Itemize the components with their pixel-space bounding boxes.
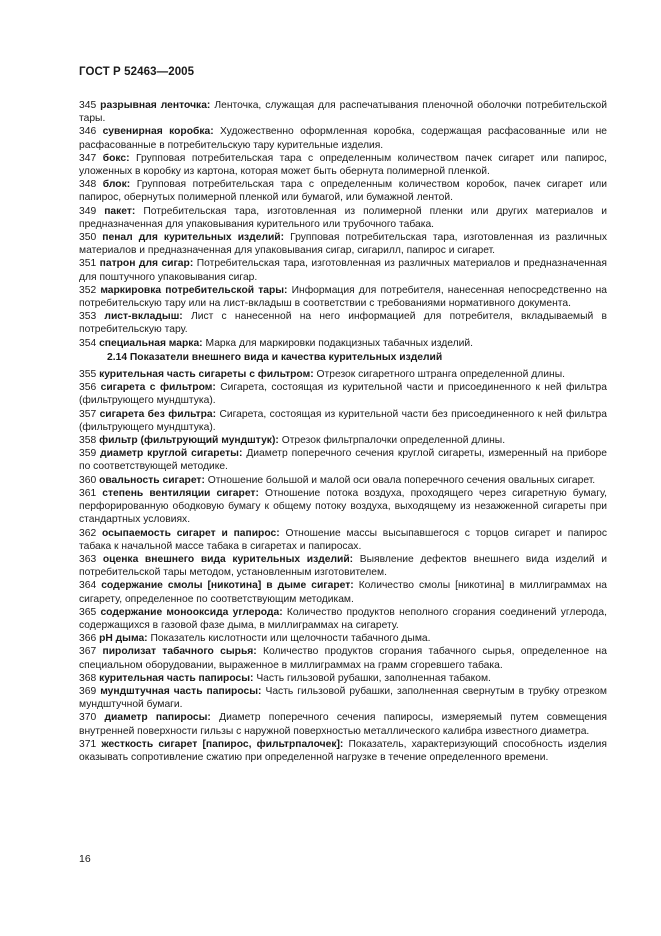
entry-definition: Групповая потребительская тара, изготовленная из различных материалов и предназначенная для упаковывания сигар, сигарилл, папирос и сигарет.: [79, 232, 607, 257]
entry-definition: Отрезок сигаретного штранга определенной длины.: [316, 369, 565, 381]
term-entry: [79, 606, 607, 632]
entry-definition: Отношение потока воздуха, проходящего через сигаретную бумагу, перфорированную ободковую бумагу к общему потоку воздуха, выходящему из незажженной сигареты при стандартных условиях.: [79, 487, 607, 526]
term-entry: [79, 408, 607, 434]
term-entry: [79, 447, 607, 473]
entry-definition: Потребительская тара, изготовленная из полимерной пленки или других материалов и предназначенная для упаковывания курительного или трубочного табака.: [79, 205, 607, 230]
entry-term: курительная часть сигареты с фильтром:: [99, 369, 314, 381]
entry-definition: Групповая потребительская тара с определенным количеством коробок, пачек сигарет или папирос, обернутых полимерной пленкой или бумагой, или бумажной лентой.: [79, 179, 607, 204]
entry-definition: Сигарета, состоящая из курительной части и присоединенного к ней фильтра (фильтрующего мундштука).: [79, 382, 607, 407]
entry-term: степень вентиляции сигарет:: [102, 487, 259, 499]
entry-number: 352: [79, 284, 97, 296]
entry-definition: Ленточка, служащая для распечатывания пленочной оболочки потребительской тары.: [79, 100, 607, 125]
entry-number: 369: [79, 685, 97, 697]
term-entry: [79, 310, 607, 336]
term-entry: [79, 711, 607, 737]
entry-term: жесткость сигарет [папирос, фильтрпалочек]:: [101, 738, 344, 750]
entry-term: оценка внешнего вида курительных изделий:: [102, 553, 354, 565]
entry-term: курительная часть папиросы:: [99, 672, 254, 684]
term-entry: [79, 685, 607, 711]
term-entry: [79, 487, 607, 527]
entry-number: 351: [79, 258, 97, 270]
entry-term: пенал для курительных изделий:: [102, 232, 285, 244]
entry-term: осыпаемость сигарет и папирос:: [101, 527, 280, 539]
entries-group-2: [79, 368, 607, 764]
entry-number: 359: [79, 448, 97, 460]
term-entry: [79, 672, 607, 685]
term-entry: [79, 579, 607, 605]
page-number: 16: [79, 853, 91, 865]
term-entry: [79, 553, 607, 579]
entry-term: пиролизат табачного сырья:: [102, 646, 257, 658]
term-entry: [79, 337, 607, 350]
term-entry: [79, 381, 607, 407]
entry-term: блок:: [102, 179, 131, 191]
entry-number: 358: [79, 435, 97, 447]
entry-definition: Лист с нанесенной на него информацией для потребителя, вкладываемый в потребительскую тару.: [79, 311, 607, 336]
entry-number: 357: [79, 408, 97, 420]
entry-term: маркировка потребительской тары:: [100, 284, 288, 296]
entry-term: пакет:: [104, 205, 136, 217]
term-entry: [79, 178, 607, 204]
entry-term: сигарета без фильтра:: [99, 408, 217, 420]
term-entry: [79, 632, 607, 645]
entry-number: 345: [79, 100, 97, 111]
entry-term: разрывная ленточка:: [100, 100, 211, 111]
entry-number: 346: [79, 126, 97, 138]
entry-definition: Отношение массы высыпавшегося с торцов сигарет и папирос табака к начальной массе табака в сигаретах и папиросах.: [79, 527, 607, 552]
term-entry: [79, 284, 607, 310]
entry-number: 364: [79, 580, 97, 592]
entry-number: 365: [79, 606, 97, 618]
entry-definition: Диаметр поперечного сечения папиросы, измеряемый путем совмещения внутренней поверхности гильзы с наружной поверхностью металлического калибра известного диаметра.: [79, 712, 607, 737]
term-entry: [79, 527, 607, 553]
term-entry: [79, 434, 607, 447]
entry-definition: Количество смолы [никотина] в миллиграммах на сигарету, определенное по соответствующим методикам.: [79, 580, 607, 605]
entry-term: содержание монооксида углерода:: [100, 606, 283, 618]
entry-definition: Художественно оформленная коробка, содержащая расфасованные или не расфасованные в потребительскую тару курительные изделия.: [79, 126, 607, 151]
entry-definition: Отношение большой и малой оси овала поперечного сечения овальных сигарет.: [207, 474, 596, 486]
entry-term: диаметр круглой сигареты:: [100, 448, 243, 460]
entry-term: сигарета с фильтром:: [100, 382, 216, 394]
entry-number: 368: [79, 672, 97, 684]
term-entry: [79, 738, 607, 764]
entry-number: 347: [79, 152, 97, 164]
entry-number: 363: [79, 553, 97, 565]
entry-term: патрон для сигар:: [99, 258, 194, 270]
entry-definition: Групповая потребительская тара с определенным количеством пачек сигарет или папирос, уложенных в коробку из картона, которая может быть обернута полимерной пленкой.: [79, 152, 607, 178]
entry-term: бокс:: [102, 152, 130, 164]
entry-definition: Количество продуктов сгорания табачного сырья, определенное на специальном оборудовании, выраженное в миллиграммах на грамм сгоревшего табака.: [79, 646, 607, 671]
entry-term: мундштучная часть папиросы:: [100, 685, 262, 697]
entry-number: 367: [79, 646, 97, 658]
entry-number: 370: [79, 712, 97, 724]
entry-term: сувенирная коробка:: [102, 126, 214, 138]
entry-term: содержание смолы [никотина] в дыме сигарет:: [101, 580, 354, 592]
entry-number: 371: [79, 738, 97, 750]
entry-term: рН дыма:: [99, 633, 148, 645]
entry-definition: Марка для маркировки подакцизных табачных изделий.: [205, 337, 473, 349]
entry-term: специальная марка:: [99, 337, 203, 349]
entry-term: диаметр папиросы:: [104, 712, 211, 724]
entries-group-1: [79, 99, 607, 350]
entry-number: 350: [79, 232, 97, 244]
entry-number: 366: [79, 633, 97, 645]
term-entry: [79, 205, 607, 231]
entry-definition: Показатель кислотности или щелочности табачного дыма.: [150, 633, 431, 645]
section-title: 2.14 Показатели внешнего вида и качества курительных изделий: [107, 351, 443, 363]
entry-definition: Отрезок фильтрпалочки определенной длины.: [281, 435, 506, 447]
entry-number: 355: [79, 369, 97, 381]
entry-term: овальность сигарет:: [99, 474, 205, 486]
entry-number: 360: [79, 474, 97, 486]
entry-number: 348: [79, 179, 97, 191]
entry-term: лист-вкладыш:: [104, 311, 183, 323]
entry-definition: Потребительская тара, изготовленная из различных материалов и предназначенная для поштучного упаковывания сигар.: [79, 258, 607, 283]
entry-number: 362: [79, 527, 97, 539]
entry-number: 354: [79, 337, 97, 349]
term-entry: [79, 152, 607, 178]
entry-term: фильтр (фильтрующий мундштук):: [99, 435, 279, 447]
term-entry: [79, 474, 607, 487]
entry-number: 356: [79, 382, 97, 394]
term-entry: [79, 125, 607, 151]
entry-definition: Часть гильзовой рубашки, заполненная свернутым в трубку отрезком мундштучной бумаги.: [79, 685, 607, 711]
term-entry: [79, 257, 607, 283]
term-entry: [79, 99, 607, 125]
entry-definition: Диаметр поперечного сечения круглой сигареты, измеренный на приборе по соответствующей методике.: [79, 448, 607, 473]
entry-definition: Выявление дефектов внешнего вида изделий и потребительской тары методом, установленным изготовителем.: [79, 553, 607, 579]
entry-definition: Показатель, характеризующий способность изделия оказывать сопротивление сжатию при определенной нагрузке в течение определенного времени.: [79, 738, 607, 763]
term-entry: [79, 231, 607, 257]
entry-number: 361: [79, 487, 97, 499]
term-entry: [79, 645, 607, 671]
entry-definition: Количество продуктов неполного сгорания соединений углерода, содержащихся в газовой фазе дыма, в миллиграммах на сигарету.: [79, 606, 607, 631]
entry-definition: Сигарета, состоящая из курительной части без присоединенного к ней фильтра (фильтрующего мундштука).: [79, 408, 607, 433]
entry-definition: Информация для потребителя, нанесенная непосредственно на потребительскую тару или на лист-вкладыш в соответствии с требованиями нормативного документа.: [79, 284, 607, 310]
entry-number: 349: [79, 205, 97, 217]
document-body: [79, 99, 607, 764]
term-entry: [79, 368, 607, 381]
entry-definition: Часть гильзовой рубашки, заполненная табаком.: [256, 672, 491, 684]
page-header: ГОСТ Р 52463—2005: [79, 66, 195, 78]
entry-number: 353: [79, 311, 97, 323]
